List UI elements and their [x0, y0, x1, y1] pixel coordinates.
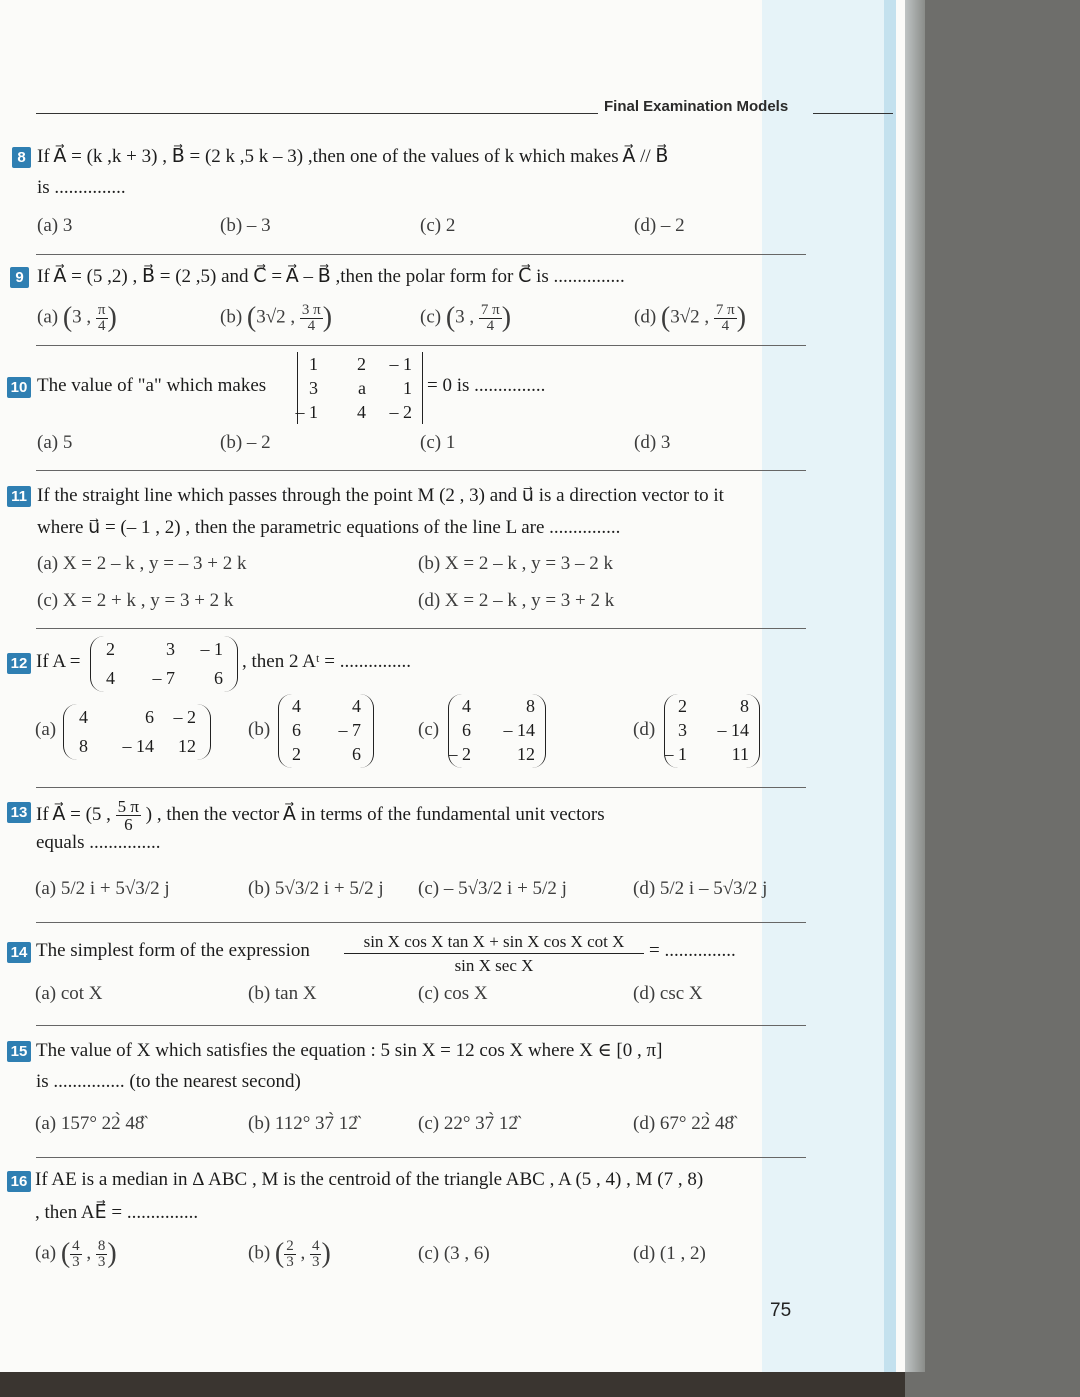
- matrix-cell: 4: [106, 668, 115, 688]
- frac-den: 3: [286, 1253, 294, 1270]
- option-c[interactable]: (c) (3 , 6): [418, 1243, 490, 1264]
- det-cell: – 2: [389, 402, 412, 422]
- frac-den: 4: [721, 317, 730, 334]
- option-value: 3 ,: [72, 306, 92, 328]
- det-cell: – 1: [389, 354, 412, 374]
- separator: [36, 470, 806, 471]
- matrix-cell: 12: [517, 744, 535, 764]
- bottom-strip: [0, 1372, 905, 1397]
- matrix-cell: 4: [292, 696, 301, 716]
- matrix-cell: 11: [731, 744, 749, 764]
- question-text: If A =: [36, 651, 81, 672]
- option-b[interactable]: (b) (3√2 , $\frac{3 \pi}{4}$ ): [220, 301, 333, 334]
- frac-den: 6: [124, 815, 133, 834]
- matrix-cell: 6: [352, 744, 361, 764]
- separator: [36, 1157, 806, 1158]
- option-a[interactable]: (a) 5/2 i + 5√3/2 j: [35, 878, 170, 899]
- option-c[interactable]: (c) cos X: [418, 983, 488, 1004]
- page-header-title: Final Examination Models: [604, 98, 789, 115]
- separator: [36, 254, 806, 255]
- option-c[interactable]: (c) (3 , $\frac{7 \pi}{4}$ ): [420, 301, 512, 334]
- det-cell: 4: [357, 402, 366, 422]
- option-a[interactable]: (a) (3 , $\frac{\pi}{4}$ ): [37, 301, 117, 334]
- question-text-line2: is ............... (to the nearest second): [36, 1071, 301, 1092]
- page-number: 75: [770, 1300, 792, 1321]
- frac-num: π: [97, 301, 106, 318]
- matrix-cell: – 7: [338, 720, 361, 740]
- det-cell: 1: [403, 378, 412, 398]
- option-c[interactable]: (c) – 5√3/2 i + 5/2 j: [418, 878, 567, 899]
- matrix-cell: – 7: [152, 668, 175, 688]
- matrix-cell: 4: [79, 707, 88, 727]
- option-b[interactable]: (b): [248, 719, 271, 740]
- separator: [36, 787, 806, 788]
- frac-num: 4: [72, 1237, 80, 1254]
- det-cell: 3: [309, 378, 318, 398]
- option-value: 3√2 ,: [670, 306, 710, 328]
- matrix-cell: – 2: [448, 744, 471, 764]
- question-number: 9: [10, 267, 29, 288]
- question-text: The value of "a" which makes: [37, 375, 267, 396]
- question-number: 13: [7, 802, 31, 823]
- option-c[interactable]: (c) 1: [420, 432, 456, 453]
- option-b[interactable]: (b) – 2: [220, 432, 271, 453]
- option-b[interactable]: (b) 5√3/2 i + 5/2 j: [248, 878, 384, 899]
- det-cell: a: [358, 378, 366, 398]
- matrix-cell: 8: [740, 696, 749, 716]
- matrix-cell: 8: [526, 696, 535, 716]
- matrix-cell: 2: [292, 744, 301, 764]
- frac-den: 4: [307, 317, 316, 334]
- option-c[interactable]: (c) 22° 37̀ 12̏: [418, 1113, 518, 1134]
- option-value: 3√2 ,: [256, 306, 296, 328]
- question-number: 15: [7, 1041, 31, 1062]
- question-text-line2: equals ...............: [36, 832, 161, 853]
- det-cell: 2: [357, 354, 366, 374]
- question-number: 8: [12, 147, 31, 168]
- frac-num: 8: [97, 1237, 106, 1254]
- question-text: If A⃗ = (k ,k + 3) , B⃗ = (2 k ,5 k – 3) ,then one of the values of k which makes A⃗ // B⃗: [37, 146, 669, 167]
- option-d[interactable]: (d): [633, 719, 656, 740]
- matrix-cell: – 14: [122, 736, 154, 756]
- option-label: (b): [248, 1242, 271, 1264]
- separator: [36, 345, 806, 346]
- question-text: If the straight line which passes through the point M (2 , 3) and u⃗ is a direction vector to it: [37, 485, 724, 506]
- frac-den: 3: [311, 1253, 320, 1270]
- question-text: If A⃗ = (5 ,2) , B⃗ = (2 ,5) and C⃗ = A⃗ – B⃗ ,then the polar form for C⃗ is ...............: [37, 266, 625, 287]
- matrix-cell: 2: [678, 696, 687, 716]
- option-d[interactable]: (d) 67° 22̀ 48̏: [633, 1113, 735, 1134]
- frac-den: sin X sec X: [454, 956, 534, 975]
- option-d[interactable]: (d) X = 2 – k , y = 3 + 2 k: [418, 590, 615, 611]
- matrix-cell: 6: [214, 668, 223, 688]
- option-b-matrix[interactable]: [278, 694, 374, 768]
- matrix-cell: 8: [79, 736, 88, 756]
- frac-num: 4: [311, 1237, 320, 1254]
- question-number: 12: [7, 653, 31, 674]
- option-b[interactable]: (b) ( $\frac{2}{3}$ , $\frac{4}{3}$ ): [248, 1237, 331, 1270]
- option-a[interactable]: (a) X = 2 – k , y = – 3 + 2 k: [37, 553, 247, 574]
- matrix-cell: – 2: [173, 707, 196, 727]
- separator: [36, 628, 806, 629]
- frac-den: 4: [486, 317, 495, 334]
- question-text-pre: If A⃗ = (5 ,: [36, 803, 111, 825]
- frac-num: 7 π: [480, 301, 500, 318]
- option-a-matrix[interactable]: [63, 704, 211, 760]
- option-label: (d): [634, 306, 657, 328]
- frac-den: 3: [97, 1253, 106, 1270]
- matrix-cell: 2: [106, 639, 115, 659]
- option-b[interactable]: (b) tan X: [248, 983, 317, 1004]
- frac-den: 3: [72, 1253, 80, 1270]
- separator: [36, 1025, 806, 1026]
- option-c[interactable]: (c): [418, 719, 440, 740]
- option-a[interactable]: (a) 5: [37, 432, 73, 453]
- page-margin-band: [762, 0, 884, 1372]
- matrix-cell: – 1: [664, 744, 687, 764]
- frac-den: 4: [97, 317, 106, 334]
- matrix-cell: 6: [462, 720, 471, 740]
- question-number: 14: [7, 942, 31, 963]
- matrix-cell: – 14: [503, 720, 535, 740]
- matrix-cell: 3: [678, 720, 687, 740]
- question-text: [36, 798, 605, 833]
- option-label: (a): [35, 1242, 57, 1264]
- option-a[interactable]: (a) 3: [37, 215, 73, 236]
- option-d[interactable]: (d) (1 , 2): [633, 1243, 706, 1264]
- option-label: (b): [220, 306, 243, 328]
- frac-num: sin X cos X tan X + sin X cos X cot X: [344, 930, 644, 954]
- question-text-line2: where u⃗ = (– 1 , 2) , then the parametric equations of the line L are ...............: [37, 517, 621, 538]
- option-d[interactable]: (d) – 2: [634, 215, 685, 236]
- frac-num: 2: [286, 1237, 294, 1254]
- option-a[interactable]: (a) cot X: [35, 983, 103, 1004]
- matrix-cell: 4: [352, 696, 361, 716]
- matrix-cell: 6: [292, 720, 301, 740]
- question-text-after: , then 2 Aᵗ = ...............: [242, 651, 411, 672]
- question-text-line2: is ...............: [37, 177, 126, 198]
- matrix-cell: – 1: [200, 639, 223, 659]
- separator: [36, 922, 806, 923]
- question-text: If AE is a median in Δ ABC , M is the centroid of the triangle ABC , A (5 , 4) , M (7 , 8): [35, 1169, 704, 1190]
- matrix-cell: 4: [462, 696, 471, 716]
- det-cell: – 1: [295, 402, 318, 422]
- option-b[interactable]: (b) 112° 37̀ 12̏: [248, 1113, 358, 1134]
- matrix-cell: 3: [166, 639, 175, 659]
- option-b[interactable]: (b) X = 2 – k , y = 3 – 2 k: [418, 553, 614, 574]
- matrix-A: [90, 636, 238, 692]
- matrix-cell: 12: [178, 736, 196, 756]
- frac-num: 5 π: [117, 797, 139, 816]
- option-b[interactable]: (b) – 3: [220, 215, 271, 236]
- question-text-post: ) , then the vector A⃗ in terms of the fundamental unit vectors: [145, 803, 605, 825]
- question-text-line2: , then AE⃗ = ...............: [35, 1202, 199, 1223]
- option-a[interactable]: (a): [35, 719, 57, 740]
- option-d[interactable]: (d) (3√2 , $\frac{7 \pi}{4}$ ): [634, 301, 747, 334]
- frac-num: 7 π: [715, 301, 735, 318]
- option-d[interactable]: (d) 5/2 i – 5√3/2 j: [633, 878, 768, 899]
- question-text: The value of X which satisfies the equation : 5 sin X = 12 cos X where X ∈ [0 , π]: [36, 1040, 663, 1061]
- question-text-after: = ...............: [649, 940, 736, 961]
- question-number: 10: [7, 377, 31, 398]
- option-label: (a): [37, 306, 59, 328]
- option-c-matrix[interactable]: [448, 694, 546, 768]
- header-rule-right: [813, 113, 893, 114]
- question-number: 11: [7, 486, 31, 507]
- option-d-matrix[interactable]: [664, 694, 760, 768]
- option-c[interactable]: (c) 2: [420, 215, 456, 236]
- option-c[interactable]: (c) X = 2 + k , y = 3 + 2 k: [37, 590, 234, 611]
- expression-fraction: [344, 930, 644, 977]
- matrix-cell: 6: [145, 707, 154, 727]
- option-a[interactable]: (a) ( $\frac{4}{3}$ , $\frac{8}{3}$ ): [35, 1237, 117, 1270]
- frac-num: 3 π: [301, 301, 321, 318]
- question-number: 16: [7, 1171, 31, 1192]
- det-cell: 1: [309, 354, 318, 374]
- question-text-after: = 0 is ...............: [427, 375, 546, 396]
- page-edge: [905, 0, 925, 1372]
- option-d[interactable]: (d) csc X: [633, 983, 703, 1004]
- option-value: 3 ,: [455, 306, 475, 328]
- question-text: The simplest form of the expression: [36, 940, 310, 961]
- option-label: (c): [420, 306, 442, 328]
- determinant: [297, 352, 423, 424]
- header-rule-left: [36, 113, 598, 114]
- option-a[interactable]: (a) 157° 22̀ 48̏: [35, 1113, 145, 1134]
- option-d[interactable]: (d) 3: [634, 432, 671, 453]
- matrix-cell: – 14: [717, 720, 749, 740]
- page-margin-band-dark: [884, 0, 896, 1372]
